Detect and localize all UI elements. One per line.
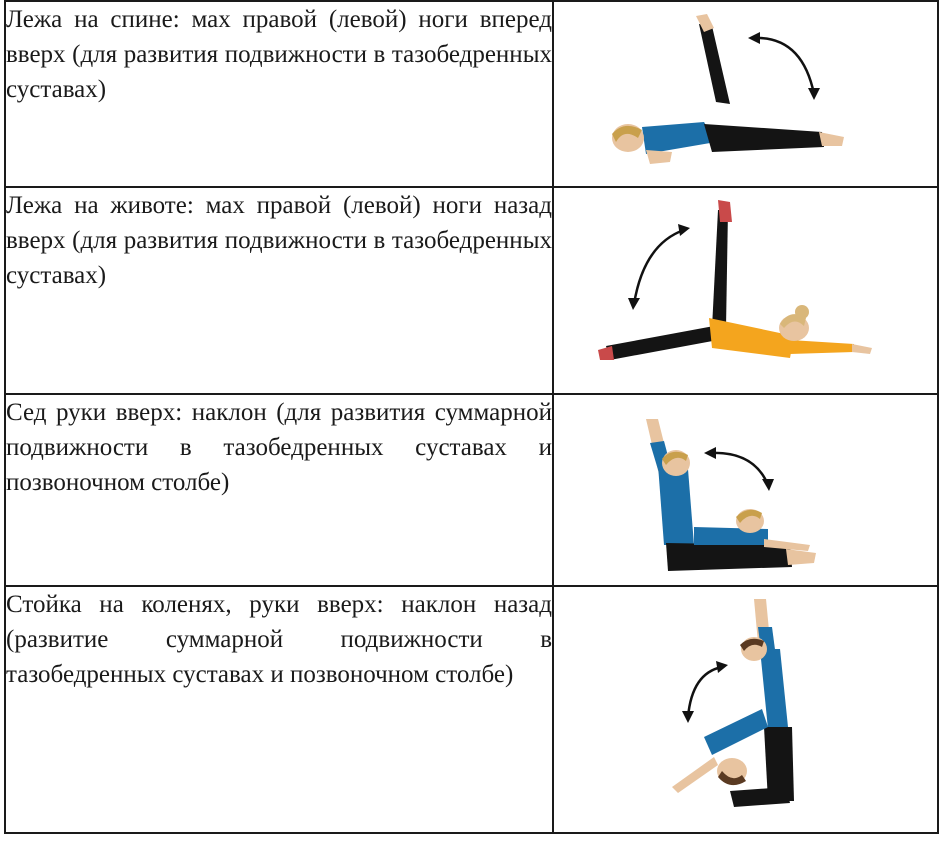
exercise-description: Лежа на спине: мах правой (левой) ноги вперед вверх (для развития подвижности в тазобедренных суставах) (5, 1, 553, 187)
exercise-row (5, 586, 938, 833)
exercise-table (4, 0, 939, 834)
exercise-illustration (553, 586, 938, 833)
exercise-illustration (553, 1, 938, 187)
exercise-description: Стойка на коленях, руки вверх: наклон назад (развитие суммарной подвижности в тазобедренных суставах и позвоночном столбе) (5, 586, 553, 833)
exercise-illustration (553, 394, 938, 586)
girl-seated-forward-bend-figure (554, 395, 937, 585)
exercise-row (5, 187, 938, 394)
exercise-illustration (553, 187, 938, 394)
exercise-row (5, 1, 938, 187)
girl-prone-leg-swing-back-figure (554, 188, 937, 393)
girl-kneeling-back-bend-figure (554, 587, 937, 832)
exercise-description: Лежа на животе: мах правой (левой) ноги назад вверх (для развития подвижности в тазобедренных суставах) (5, 187, 553, 394)
exercise-row (5, 394, 938, 586)
girl-supine-leg-swing-up-figure (554, 2, 937, 186)
exercise-description: Сед руки вверх: наклон (для развития суммарной подвижности в тазобедренных суставах и позвоночном столбе) (5, 394, 553, 586)
